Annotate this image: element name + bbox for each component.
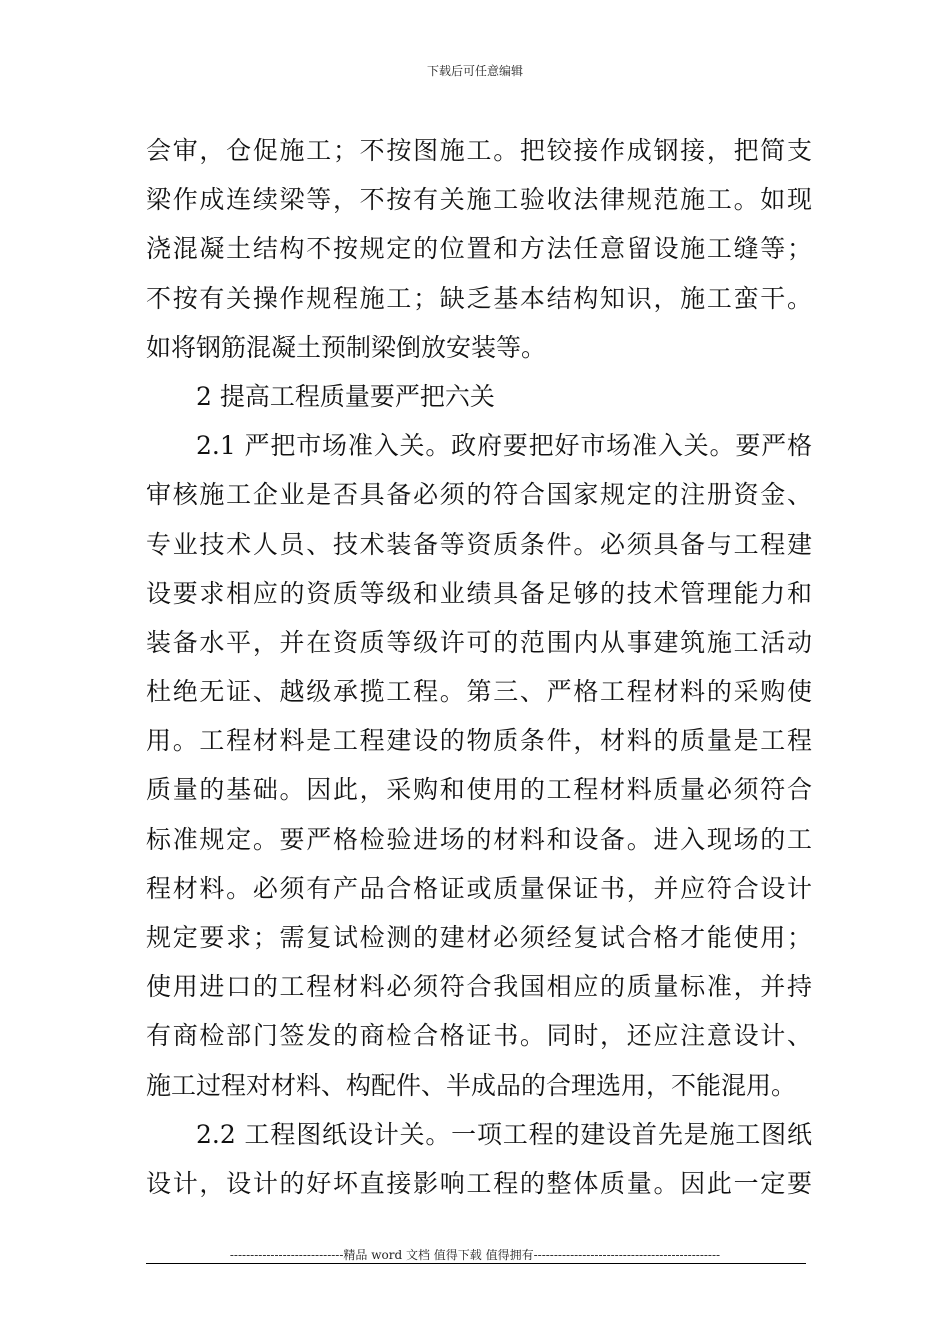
- text-line: 浇混凝土结构不按规定的位置和方法任意留设施工缝等；: [146, 234, 812, 264]
- text-line: 专业技术人员、技术装备等资质条件。必须具备与工程建: [146, 529, 812, 559]
- text-line: 如将钢筋混凝土预制梁倒放安装等。: [146, 332, 547, 362]
- text-line: 装备水平，并在资质等级许可的范围内从事建筑施工活动: [146, 627, 812, 657]
- subsection-first-line: 2.1 严把市场准入关。政府要把好市场准入关。要严格: [196, 431, 812, 461]
- subsection-first-line: 2.2 工程图纸设计关。一项工程的建设首先是施工图纸: [196, 1119, 812, 1149]
- page-footer: ----------------------------精品 word 文档 值得下载 值得拥有----------------------------------------------: [229, 1248, 721, 1262]
- footer-divider: [146, 1263, 806, 1264]
- text-line: 规定要求；需复试检测的建材必须经复试合格才能使用；: [146, 923, 812, 952]
- text-line: 质量的基础。因此，采购和使用的工程材料质量必须符合: [146, 775, 812, 805]
- section-heading: 2 提高工程质量要严把六关: [196, 381, 495, 411]
- text-line: 设计，设计的好坏直接影响工程的整体质量。因此一定要: [146, 1168, 812, 1198]
- text-line: 梁作成连续梁等，不按有关施工验收法律规范施工。如现: [146, 185, 812, 215]
- document-body: [146, 126, 812, 1208]
- text-line: 有商检部门签发的商检合格证书。同时，还应注意设计、: [146, 1021, 812, 1051]
- text-line: 标准规定。要严格检验进场的材料和设备。进入现场的工: [146, 824, 812, 854]
- text-line: 杜绝无证、越级承揽工程。第三、严格工程材料的采购使: [146, 677, 812, 707]
- text-line: 不按有关操作规程施工；缺乏基本结构知识，施工蛮干。: [146, 283, 812, 313]
- text-line: 设要求相应的资质等级和业绩具备足够的技术管理能力和: [146, 578, 812, 608]
- text-line: 用。工程材料是工程建设的物质条件，材料的质量是工程: [146, 726, 812, 756]
- text-line: 审核施工企业是否具备必须的符合国家规定的注册资金、: [146, 480, 812, 510]
- text-line: 程材料。必须有产品合格证或质量保证书，并应符合设计: [146, 873, 812, 903]
- text-line: 会审，仓促施工；不按图施工。把铰接作成钢接，把简支: [146, 136, 812, 165]
- text-line: 使用进口的工程材料必须符合我国相应的质量标准，并持: [146, 972, 812, 1002]
- text-line: 施工过程对材料、构配件、半成品的合理选用，不能混用。: [146, 1070, 797, 1100]
- page-header: 下载后可任意编辑: [426, 64, 523, 78]
